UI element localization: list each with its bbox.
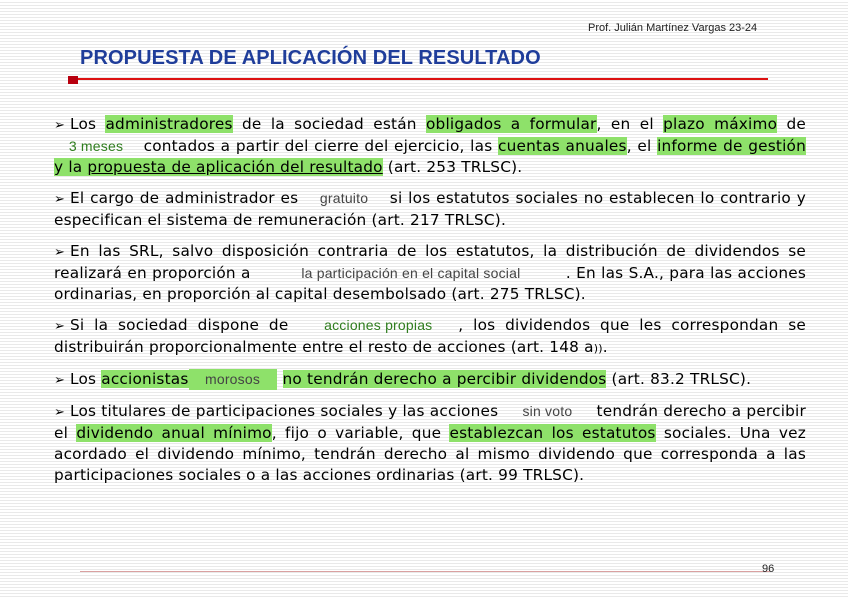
highlight: obligados a formular xyxy=(426,115,597,133)
fill-in-answer: morosos xyxy=(204,371,261,387)
bullet-arrow-icon: ➢ xyxy=(54,405,66,420)
bullet-arrow-icon: ➢ xyxy=(54,118,66,133)
paragraph-5 xyxy=(54,369,806,391)
text-small: )) xyxy=(593,342,603,355)
paragraph-4 xyxy=(54,315,806,359)
text: . xyxy=(602,338,608,356)
text: (art. 253 TRLSC). xyxy=(382,158,523,176)
text: de la sociedad están xyxy=(232,115,426,133)
footer-divider xyxy=(80,571,770,572)
bullet-arrow-icon: ➢ xyxy=(54,192,66,207)
text: si los estatutos sociales no establecen lo contrario y especifican el sistema de remuneración (art. 217 TRLSC). xyxy=(54,189,806,229)
highlight: cuentas anuales xyxy=(497,137,627,155)
text: , el xyxy=(626,137,658,155)
text: Los titulares de participaciones sociales y las acciones xyxy=(70,402,504,420)
title-accent-block xyxy=(68,76,78,84)
paragraph-1 xyxy=(54,114,806,178)
bullet-arrow-icon: ➢ xyxy=(54,373,66,388)
text: sociales. Una vez acordado el dividendo mínimo, tendrán derecho al mismo dividendo que corresponda a las participaciones sociales o a las acciones ordinarias (art. 99 TRLSC). xyxy=(54,424,806,484)
text: El cargo de administrador es xyxy=(70,189,305,207)
fill-in-answer: acciones propias xyxy=(324,317,433,333)
highlight: establezcan los estatutos xyxy=(449,424,656,442)
text: contados a partir del cierre del ejercicio, las xyxy=(138,137,498,155)
slide-body xyxy=(54,114,806,496)
title-underline xyxy=(78,78,768,80)
bullet-arrow-icon: ➢ xyxy=(54,319,66,334)
text: En las SRL, salvo disposición contraria de los estatutos, la distribución de dividendos se realizará en proporción a xyxy=(54,242,806,282)
highlight: administradores xyxy=(105,115,233,133)
highlight: dividendo anual mínimo xyxy=(76,424,272,442)
fill-in-answer: 3 meses xyxy=(68,138,124,154)
highlight: plazo máximo xyxy=(663,115,778,133)
text: . En las S.A., para las acciones ordinarias, en proporción al capital desembolsado (art. 275 TRLSC). xyxy=(54,264,806,303)
text: Los xyxy=(70,370,102,388)
text: (art. 83.2 TRLSC). xyxy=(606,370,752,388)
fill-in-answer: sin voto xyxy=(522,403,573,419)
highlight: informe de gestión y la xyxy=(54,137,807,176)
author-line: Prof. Julián Martínez Vargas 23-24 xyxy=(588,22,758,34)
text: , los dividendos que les correspondan se distribuirán proporcionalmente entre el resto de acciones (art. 148 a xyxy=(54,316,806,356)
page-number: 96 xyxy=(762,563,775,575)
text: , fijo o variable, que xyxy=(271,424,450,442)
bullet-arrow-icon: ➢ xyxy=(54,245,66,260)
fill-in-answer: la participación en el capital social xyxy=(301,265,521,281)
slide-title: PROPUESTA DE APLICACIÓN DEL RESULTADO xyxy=(80,47,541,69)
highlight-underlined: propuesta de aplicación del resultado xyxy=(87,158,383,176)
fill-in-answer: gratuito xyxy=(319,190,369,206)
highlight: no tendrán derecho a percibir dividendos xyxy=(282,370,607,388)
text: de xyxy=(777,115,806,133)
paragraph-2 xyxy=(54,188,806,231)
text: Si la sociedad dispone de xyxy=(70,316,299,334)
highlight: accionistas xyxy=(101,370,189,388)
text: , en el xyxy=(596,115,664,133)
text: Los xyxy=(70,115,106,133)
paragraph-3 xyxy=(54,241,806,305)
text: tendrán derecho a percibir el xyxy=(54,402,806,442)
paragraph-6 xyxy=(54,401,806,486)
